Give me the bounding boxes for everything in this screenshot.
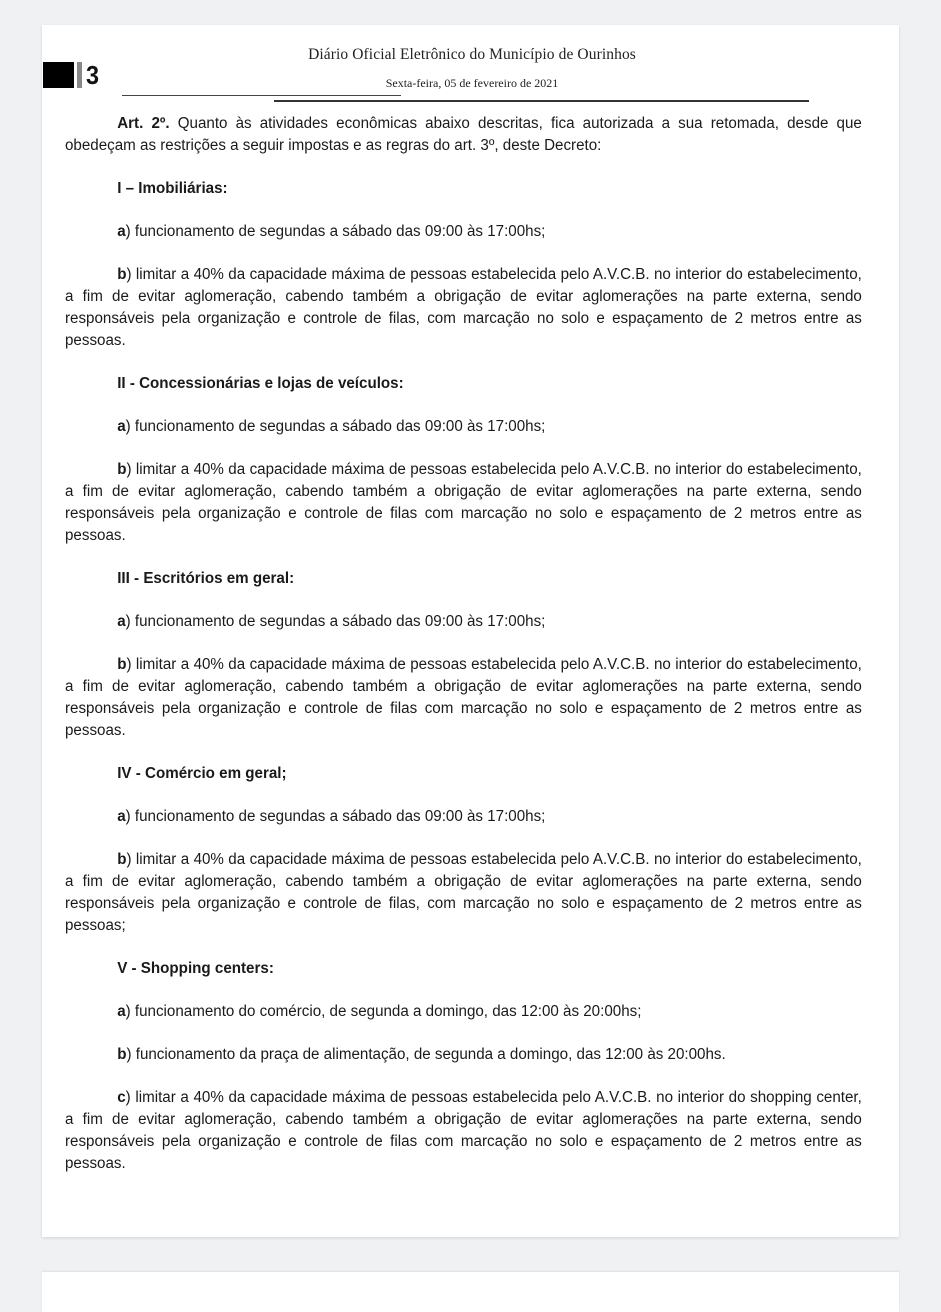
section-heading: V - Shopping centers:: [117, 960, 274, 977]
section-heading: II - Concessionárias e lojas de veículos:: [117, 375, 404, 392]
clause-text: ) limitar a 40% da capacidade máxima de pessoas estabelecida pelo A.V.C.B. no interior do estabelecimento, a fim de evitar aglomeração, cabendo também a obrigação de evitar aglomerações na parte externa, sendo responsáveis pela organização e controle de filas com marcação no solo e espaçamento de 2 metros entre as pessoas.: [65, 461, 862, 544]
clause-text: ) funcionamento de segundas a sábado das 09:00 às 17:00hs;: [125, 613, 546, 630]
clause: [65, 264, 862, 352]
clause-letter: a: [117, 1003, 126, 1020]
clause-text: ) funcionamento da praça de alimentação, de segunda a domingo, das 12:00 às 20:00hs.: [126, 1046, 726, 1063]
clause: [65, 221, 862, 243]
clause-text: ) limitar a 40% da capacidade máxima de pessoas estabelecida pelo A.V.C.B. no interior do shopping center, a fim de evitar aglomeração, cabendo também a obrigação de evitar aglomerações na parte externa, sendo responsáveis pela organização e controle de filas com marcação no solo e espaçamento de 2 metros entre as pessoas.: [65, 1089, 862, 1172]
page-number-marker: [43, 62, 100, 88]
section-heading: I – Imobiliárias:: [117, 180, 228, 197]
clause-text: ) limitar a 40% da capacidade máxima de pessoas estabelecida pelo A.V.C.B. no interior do estabelecimento, a fim de evitar aglomeração, cabendo também a obrigação de evitar aglomerações na parte externa, sendo responsáveis pela organização e controle de filas, com marcação no solo e espaçamento de 2 metros entre as pessoas.: [65, 266, 862, 349]
document-body: [65, 113, 862, 1175]
clause: [65, 611, 862, 633]
header-rule-long: [274, 100, 809, 102]
clause-text: ) funcionamento de segundas a sábado das 09:00 às 17:00hs;: [125, 418, 546, 435]
clause-letter: b: [117, 851, 127, 868]
clause: [65, 459, 862, 547]
clause: [65, 1044, 862, 1066]
clause-text: ) funcionamento do comércio, de segunda a domingo, das 12:00 às 20:00hs;: [125, 1003, 642, 1020]
clause-letter: c: [117, 1089, 126, 1106]
gazette-title: Diário Oficial Eletrônico do Município de Ourinhos: [308, 46, 636, 63]
clause-text: ) limitar a 40% da capacidade máxima de pessoas estabelecida pelo A.V.C.B. no interior do estabelecimento, a fim de evitar aglomeração, cabendo também a obrigação de evitar aglomerações na parte externa, sendo responsáveis pela organização e controle de filas com marcação no solo e espaçamento de 2 metros entre as pessoas.: [65, 656, 862, 739]
clause-letter: b: [117, 656, 127, 673]
clause-letter: a: [117, 613, 126, 630]
section-heading: III - Escritórios em geral:: [117, 570, 295, 587]
next-page-edge: [42, 1272, 899, 1312]
clause-text: ) limitar a 40% da capacidade máxima de pessoas estabelecida pelo A.V.C.B. no interior do estabelecimento, a fim de evitar aglomeração, cabendo também a obrigação de evitar aglomerações na parte externa, sendo responsáveis pela organização e controle de filas, com marcação no solo e espaçamento de 2 metros entre as pessoas;: [65, 851, 862, 934]
article-label: Art. 2º.: [117, 115, 170, 132]
clause-text: ) funcionamento de segundas a sábado das 09:00 às 17:00hs;: [125, 808, 546, 825]
clause: [65, 849, 862, 937]
page-marker-bar: [77, 62, 82, 88]
clause: [65, 416, 862, 438]
clause: [65, 806, 862, 828]
clause: [65, 654, 862, 742]
clause-letter: b: [117, 1046, 127, 1063]
section-heading: IV - Comércio em geral;: [117, 765, 287, 782]
gazette-date: Sexta-feira, 05 de fevereiro de 2021: [385, 76, 559, 90]
clause-letter: a: [117, 418, 126, 435]
clause-letter: a: [117, 223, 126, 240]
document-page: [42, 25, 899, 1237]
clause: [65, 1001, 862, 1023]
clause-letter: b: [117, 461, 127, 478]
page-marker-block: [43, 62, 74, 88]
article-intro: [65, 113, 862, 157]
article-text: Quanto às atividades econômicas abaixo descritas, fica autorizada a sua retomada, desde que obedeçam as restrições a seguir impostas e as regras do art. 3º, deste Decreto:: [65, 115, 862, 154]
page-number: 3: [86, 60, 100, 90]
clause-letter: a: [117, 808, 126, 825]
clause: [65, 1087, 862, 1175]
clause-text: ) funcionamento de segundas a sábado das 09:00 às 17:00hs;: [125, 223, 546, 240]
clause-letter: b: [117, 266, 127, 283]
header-rule-short: [122, 95, 401, 96]
